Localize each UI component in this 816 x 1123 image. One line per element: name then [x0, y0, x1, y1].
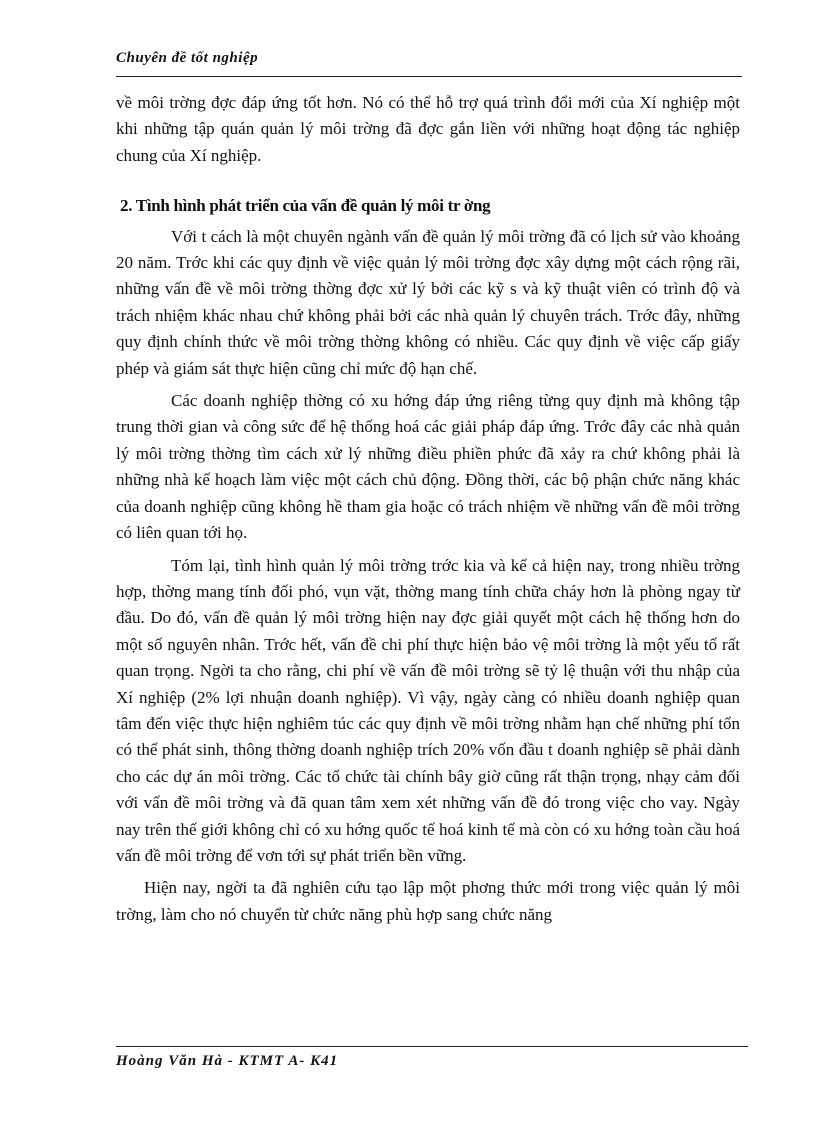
page-header [116, 48, 742, 77]
section-heading: 2. Tình hình phát triển của vấn đề quản lý môi tr ờng [120, 196, 491, 216]
footer-author: Hoàng Văn Hà - KTMT A- K41 [116, 1053, 339, 1069]
header-title: Chuyên đề tốt nghiệp [116, 50, 259, 66]
paragraph-summary: Tóm lại, tình hình quản lý môi trờng trớc kia và kể cả hiện nay, trong nhiều trờng hợp, thờng mang tính đối phó, vụn vặt, thờng mang tính chữa cháy hơn là phòng ngay từ đầu. Do đó, vấn đề quản lý môi trờng hiện nay đợc giải quyết một cách hệ thống hơn do một số nguyên nhân. Trớc hết, vấn đề chi phí thực hiện bảo vệ môi trờng là một yếu tố rất quan trọng. Ngời ta cho rằng, chi phí về vấn đề môi trờng sẽ tỷ lệ thuận với thu nhập của Xí nghiệp (2% lợi nhuận doanh nghiệp). Vì vậy, ngày càng có nhiều doanh nghiệp quan tâm đến việc thực hiện nghiêm túc các quy định về môi trờng nhằm hạn chế những phí tổn có thể phát sinh, thông thờng doanh nghiệp trích 20% vốn đầu t doanh nghiệp sẽ phải dành cho các dự án môi trờng. Các tổ chức tài chính bây giờ cũng rất thận trọng, nhạy cảm đối với vấn đề môi trờng và đã quan tâm xem xét những vấn đề đó trong việc cho vay. Ngày nay trên thế giới không chỉ có xu hớng quốc tế hoá kinh tế mà còn có xu hớng toàn cầu hoá vấn đề môi trờng để vơn tới sự phát triển bền vững. [116, 555, 740, 865]
document-body [116, 90, 740, 928]
intro-paragraph: về môi trờng đợc đáp ứng tốt hơn. Nó có thể hỗ trợ quá trình đổi mới của Xí nghiệp một khi những tập quán quản lý môi trờng đã đợc gắn liền với những hoạt động tác nghiệp chung của Xí nghiệp. [116, 93, 740, 165]
paragraph-enterprises: Các doanh nghiệp thờng có xu hớng đáp ứng riêng từng quy định mà không tập trung thời gian và công sức để hệ thống hoá các giải pháp đáp ứng. Trớc đây các nhà quản lý môi trờng thờng tìm cách xử lý những điều phiền phức đã xảy ra chứ không phải là những nhà kế hoạch làm việc một cách chủ động. Đồng thời, các bộ phận chức năng khác của doanh nghiệp cũng không hề tham gia hoặc có trách nhiệm về những vấn đề môi trờng có liên quan tới họ. [116, 391, 740, 543]
paragraph-history: Với t cách là một chuyên ngành vấn đề quản lý môi trờng đã có lịch sử vào khoảng 20 năm. Trớc khi các quy định về việc quản lý môi trờng đợc xây dựng một cách rộng rãi, những vấn đề về môi trờng thờng đợc xử lý bởi các kỹ s và kỹ thuật viên có trình độ và trách nhiệm khác nhau chứ không phải bởi các nhà quản lý chuyên trách. Trớc đây, những quy định chính thức về môi trờng thờng không có nhiều. Các quy định về việc cấp giấy phép và giám sát thực hiện cũng chỉ mức độ hạn chế. [116, 226, 740, 378]
paragraph-current: Hiện nay, ngời ta đã nghiên cứu tạo lập một phơng thức mới trong việc quản lý môi trờng, làm cho nó chuyển từ chức năng phù hợp sang chức năng [116, 878, 740, 924]
page-footer [116, 1046, 748, 1069]
